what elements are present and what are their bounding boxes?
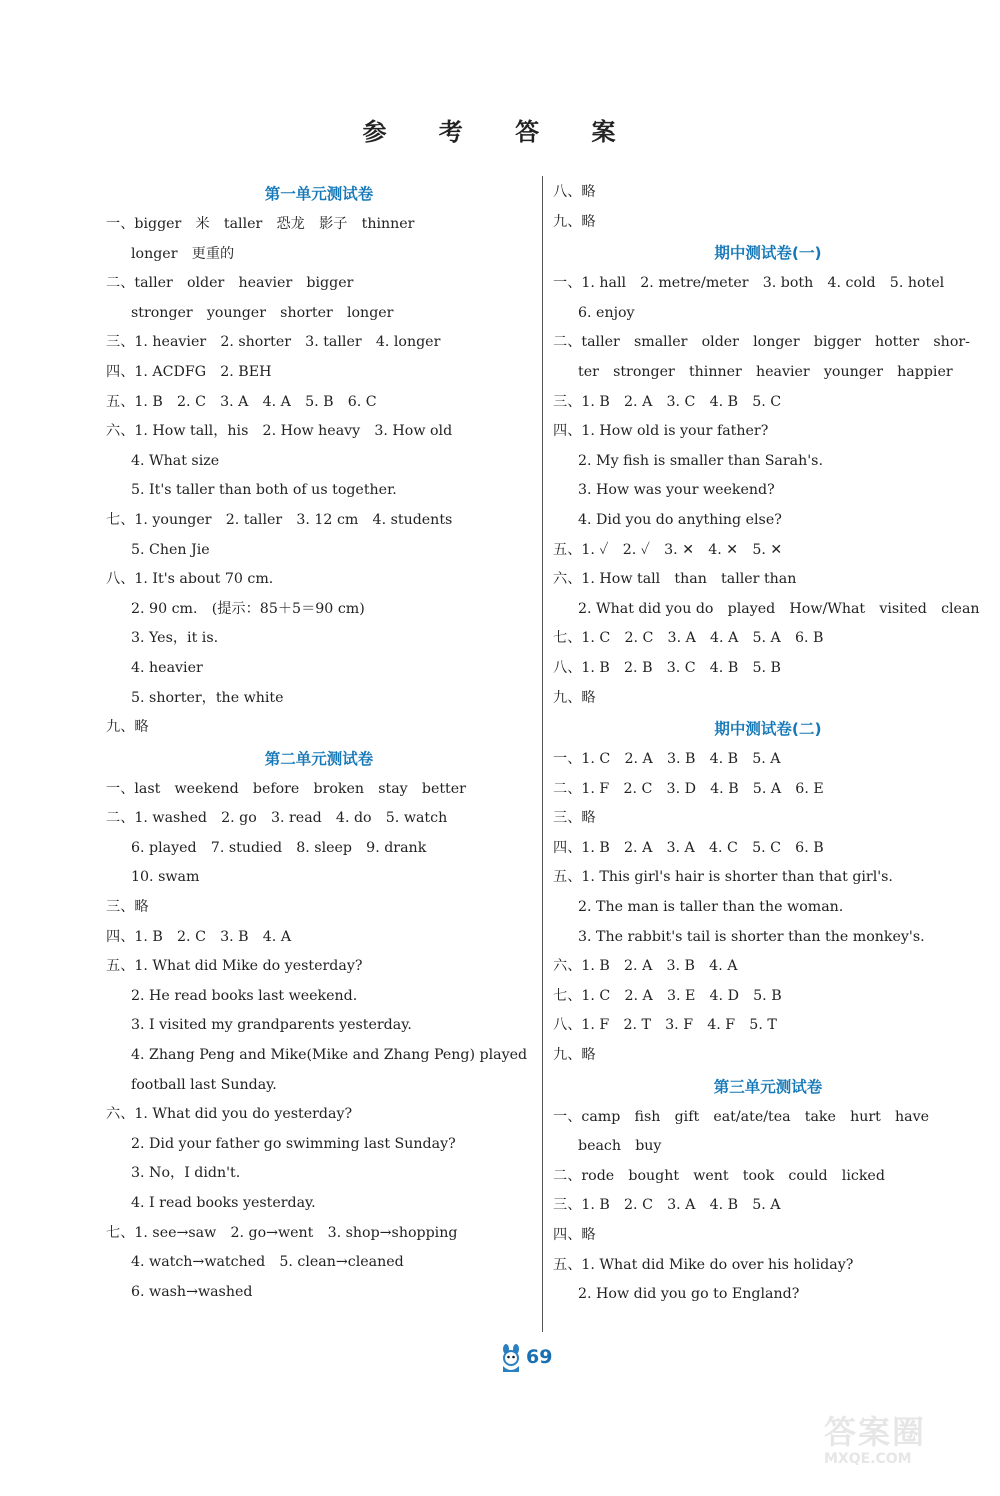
answer-line-continued: 6. enjoy bbox=[578, 304, 635, 321]
answer-line: 二、1. washed 2. go 3. read 4. do 5. watch bbox=[106, 810, 448, 827]
answer-line-continued: 4. I read books yesterday. bbox=[131, 1195, 316, 1211]
answer-line: 四、略 bbox=[553, 1227, 596, 1243]
answer-line: 四、1. How old is your father? bbox=[553, 423, 769, 440]
watermark-logo bbox=[824, 1414, 974, 1482]
answer-line: 六、1. How tall than taller than bbox=[553, 571, 797, 588]
answer-line-continued: beach buy bbox=[578, 1138, 662, 1155]
answer-line-continued: 5. shorter，the white bbox=[131, 689, 284, 706]
answer-line-continued: 2. Did your father go swimming last Sunday? bbox=[131, 1135, 456, 1152]
answer-line-continued: 2. My fish is smaller than Sarah's. bbox=[578, 452, 823, 469]
answer-line: 二、taller older heavier bigger bbox=[106, 275, 354, 292]
answer-line-continued: 3. Yes，it is. bbox=[131, 630, 219, 647]
mascot-icon bbox=[498, 1344, 524, 1374]
right-column bbox=[553, 178, 983, 1310]
answer-line: 三、1. heavier 2. shorter 3. taller 4. longer bbox=[106, 334, 441, 351]
answer-line: 五、1. This girl's hair is shorter than that girl's. bbox=[553, 869, 893, 886]
answer-line: 八、略 bbox=[553, 184, 596, 200]
answer-line-continued: 2. He read books last weekend. bbox=[131, 987, 358, 1004]
answer-line: 三、略 bbox=[553, 810, 596, 827]
answer-line-continued: stronger younger shorter longer bbox=[131, 304, 394, 321]
answer-line-continued: 4. watch→watched 5. clean→cleaned bbox=[131, 1254, 404, 1271]
answer-line-continued: 2. What did you do played How/What visited clean bbox=[578, 600, 980, 617]
answer-line: 一、1. hall 2. metre/meter 3. both 4. cold 5. hotel bbox=[553, 275, 945, 292]
answer-line-continued: 4. What size bbox=[131, 452, 220, 469]
answer-line: 六、1. How tall，his 2. How heavy 3. How old bbox=[106, 423, 453, 440]
answer-line: 九、略 bbox=[106, 719, 149, 736]
section-heading: 第二单元测试卷 bbox=[264, 749, 374, 768]
answer-line-continued: 4. heavier bbox=[131, 659, 203, 676]
answer-line: 二、rode bought went took could licked bbox=[553, 1167, 885, 1184]
answer-line-continued: 5. Chen Jie bbox=[131, 541, 210, 558]
answer-line-continued: 10. swam bbox=[131, 869, 200, 886]
answer-line: 四、1. B 2. C 3. B 4. A bbox=[106, 928, 292, 945]
answer-line-continued: football last Sunday. bbox=[131, 1076, 277, 1093]
answer-line: 八、1. F 2. T 3. F 4. F 5. T bbox=[553, 1017, 777, 1034]
answer-line: 七、1. C 2. A 3. E 4. D 5. B bbox=[553, 987, 782, 1004]
answer-line-continued: 3. How was your weekend? bbox=[578, 482, 775, 499]
page-footer bbox=[0, 1340, 1000, 1380]
left-column bbox=[106, 178, 532, 1307]
answer-line: 三、1. B 2. C 3. A 4. B 5. A bbox=[553, 1197, 781, 1214]
answer-line: 七、1. younger 2. taller 3. 12 cm 4. students bbox=[106, 511, 453, 528]
page-title: 参 考 答 案 bbox=[362, 118, 638, 146]
answer-line: 一、bigger 米 taller 恐龙 影子 thinner bbox=[106, 216, 415, 232]
answer-line-continued: 3. I visited my grandparents yesterday. bbox=[131, 1017, 412, 1034]
answer-line-continued: longer 更重的 bbox=[131, 245, 235, 262]
answer-line: 一、1. C 2. A 3. B 4. B 5. A bbox=[553, 751, 781, 768]
answer-line: 五、1. B 2. C 3. A 4. A 5. B 6. C bbox=[106, 393, 377, 410]
answer-line: 九、略 bbox=[553, 689, 596, 706]
answer-line: 六、1. What did you do yesterday? bbox=[106, 1106, 353, 1123]
answer-line: 五、1. ✓ 2. ✓ 3. ✕ 4. ✕ 5. ✕ bbox=[553, 541, 783, 558]
answer-line: 七、1. C 2. C 3. A 4. A 5. A 6. B bbox=[553, 630, 824, 647]
answer-line: 二、taller smaller older longer bigger hotter shor- bbox=[553, 334, 970, 351]
answer-line-continued: 3. The rabbit's tail is shorter than the monkey's. bbox=[578, 928, 925, 945]
answer-line: 七、1. see→saw 2. go→went 3. shop→shopping bbox=[106, 1224, 458, 1241]
answer-line-continued: 2. The man is taller than the woman. bbox=[578, 899, 844, 916]
answer-line: 五、1. What did Mike do yesterday? bbox=[106, 958, 363, 975]
answer-line-continued: 5. It's taller than both of us together. bbox=[131, 482, 397, 499]
section-heading: 第一单元测试卷 bbox=[264, 185, 374, 203]
answer-line: 一、camp fish gift eat/ate/tea take hurt have bbox=[553, 1108, 930, 1125]
section-heading: 期中测试卷(二) bbox=[714, 720, 822, 739]
page-number: 69 bbox=[526, 1346, 553, 1368]
watermark-top-text: 答案圈 bbox=[824, 1413, 927, 1451]
answer-line: 一、last weekend before broken stay better bbox=[106, 780, 466, 797]
column-divider bbox=[542, 176, 543, 1332]
answer-line-continued: 4. Zhang Peng and Mike(Mike and Zhang Peng) played bbox=[131, 1047, 528, 1064]
answer-line-continued: 6. wash→washed bbox=[131, 1283, 253, 1300]
answer-line-continued: 6. played 7. studied 8. sleep 9. drank bbox=[131, 839, 427, 856]
answer-line: 二、1. F 2. C 3. D 4. B 5. A 6. E bbox=[553, 780, 824, 797]
answer-line-continued: 2. How did you go to England? bbox=[578, 1286, 800, 1303]
section-heading: 第三单元测试卷 bbox=[713, 1077, 823, 1096]
answer-line: 五、1. What did Mike do over his holiday? bbox=[553, 1256, 854, 1273]
answer-line: 四、1. B 2. A 3. A 4. C 5. C 6. B bbox=[553, 839, 824, 856]
answer-line: 八、1. B 2. B 3. C 4. B 5. B bbox=[553, 659, 781, 676]
answer-line-continued: 2. 90 cm. (提示：85＋5＝90 cm) bbox=[131, 600, 365, 617]
answer-line-continued: 3. No，I didn't. bbox=[131, 1165, 241, 1182]
answer-line: 九、略 bbox=[553, 1047, 596, 1064]
answer-line: 四、1. ACDFG 2. BEH bbox=[106, 363, 272, 380]
answer-line: 八、1. It's about 70 cm. bbox=[106, 571, 274, 588]
answer-line-continued: ter stronger thinner heavier younger happier bbox=[578, 363, 953, 380]
watermark-bottom-text: MXQE.COM bbox=[824, 1451, 912, 1467]
answer-line-continued: 4. Did you do anything else? bbox=[578, 511, 782, 528]
answer-line: 三、略 bbox=[106, 899, 149, 916]
answer-line: 六、1. B 2. A 3. B 4. A bbox=[553, 958, 738, 975]
answer-line: 九、略 bbox=[553, 213, 596, 230]
answer-line: 三、1. B 2. A 3. C 4. B 5. C bbox=[553, 393, 782, 410]
section-heading: 期中测试卷(一) bbox=[714, 244, 822, 263]
